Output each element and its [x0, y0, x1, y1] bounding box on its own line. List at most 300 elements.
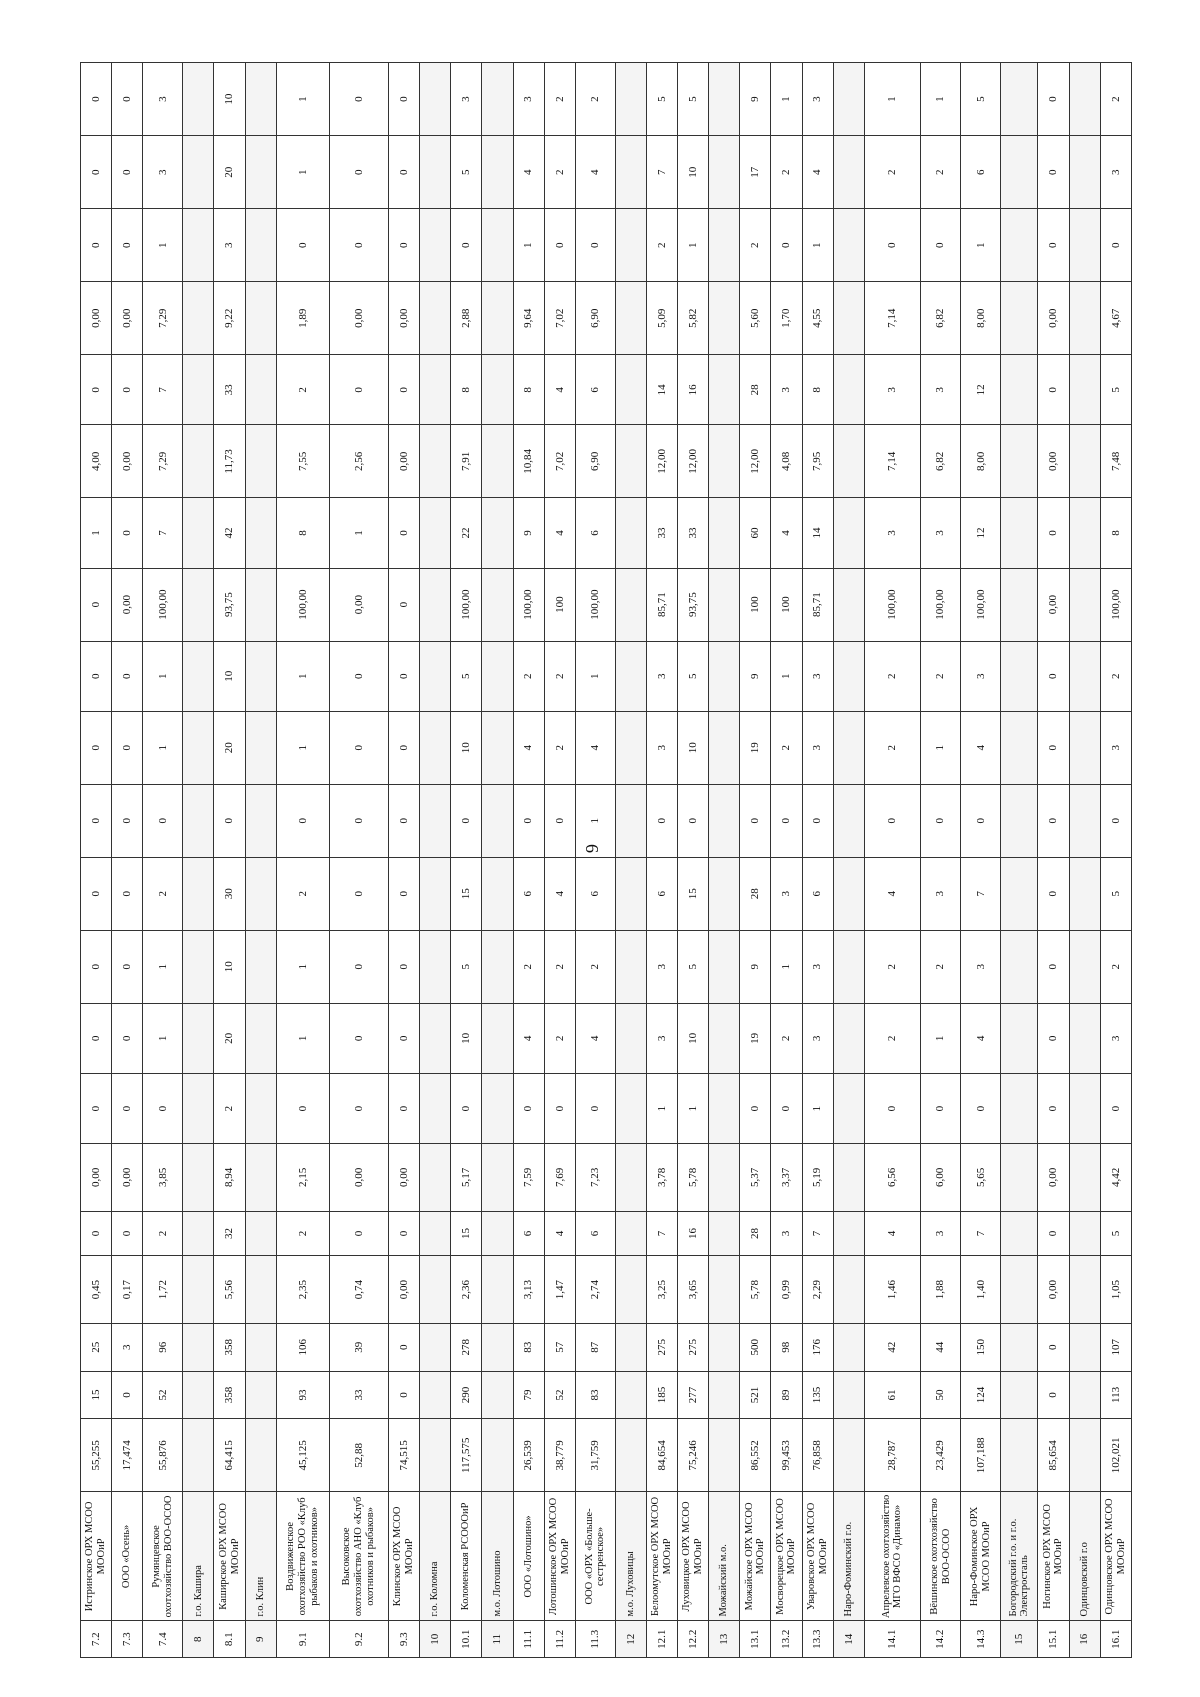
- table-cell: 0: [389, 930, 420, 1003]
- table-cell: 0: [389, 355, 420, 425]
- table-cell: [709, 136, 740, 209]
- table-cell: 17: [740, 136, 771, 209]
- table-cell: 100,00: [143, 568, 183, 641]
- table-cell: 0,00: [1038, 568, 1069, 641]
- table-cell: 0: [389, 641, 420, 711]
- table-row: [961, 63, 1001, 1658]
- organization-name: ООО «Лотошино»: [513, 1492, 544, 1621]
- table-cell: 5,09: [647, 282, 678, 355]
- table-cell: [420, 425, 451, 498]
- table-cell: 0,00: [389, 425, 420, 498]
- organization-name: м.о. Лотошино: [482, 1492, 513, 1621]
- table-cell: [709, 209, 740, 282]
- table-cell: 2: [513, 641, 544, 711]
- table-cell: 4,08: [771, 425, 802, 498]
- table-cell: 98: [771, 1323, 802, 1371]
- table-cell: [245, 711, 276, 784]
- table-cell: 0: [1038, 711, 1069, 784]
- table-cell: 0: [575, 1073, 615, 1143]
- table-cell: 4: [575, 1003, 615, 1073]
- table-cell: 0: [329, 1211, 388, 1256]
- table-cell: [615, 711, 646, 784]
- table-cell: 3,78: [647, 1144, 678, 1211]
- table-cell: [615, 568, 646, 641]
- row-number: 14.3: [961, 1621, 1001, 1658]
- table-cell: 5: [1100, 857, 1131, 930]
- organization-name: Ногинское ОРХ МСОО МООиР: [1038, 1492, 1069, 1621]
- table-cell: [420, 1144, 451, 1211]
- table-cell: [1069, 857, 1100, 930]
- table-cell: 0: [544, 209, 575, 282]
- table-cell: 8: [451, 355, 482, 425]
- table-cell: 0: [389, 568, 420, 641]
- table-cell: 3: [864, 355, 920, 425]
- table-cell: 0,00: [329, 282, 388, 355]
- table-cell: 0: [920, 1073, 960, 1143]
- organization-name: Одинцовский г.о: [1069, 1492, 1100, 1621]
- table-cell: 2,36: [451, 1256, 482, 1323]
- table-cell: 2,15: [276, 1144, 329, 1211]
- table-cell: 5: [1100, 355, 1131, 425]
- table-row: [920, 63, 960, 1658]
- table-cell: [1001, 784, 1038, 857]
- table-cell: [1001, 641, 1038, 711]
- table-cell: 0: [112, 1073, 143, 1143]
- table-cell: 106: [276, 1323, 329, 1371]
- row-number: 14.2: [920, 1621, 960, 1658]
- table-cell: 11,73: [214, 425, 245, 498]
- table-cell: 107: [1100, 1323, 1131, 1371]
- table-cell: [245, 857, 276, 930]
- table-cell: [709, 63, 740, 136]
- table-cell: 5: [1100, 1211, 1131, 1256]
- row-number: 11.3: [575, 1621, 615, 1658]
- table-cell: 5,56: [214, 1256, 245, 1323]
- table-cell: 15: [678, 857, 709, 930]
- district-row: [833, 63, 864, 1658]
- table-cell: [482, 930, 513, 1003]
- table-cell: 39: [329, 1323, 388, 1371]
- table-cell: 9,64: [513, 282, 544, 355]
- table-cell: 5,82: [678, 282, 709, 355]
- table-cell: 0: [112, 136, 143, 209]
- table-cell: 3: [864, 498, 920, 568]
- row-number: 11: [482, 1621, 513, 1658]
- table-cell: 6,90: [575, 282, 615, 355]
- table-row: [802, 63, 833, 1658]
- table-cell: [420, 1073, 451, 1143]
- table-row: [451, 63, 482, 1658]
- table-cell: [482, 63, 513, 136]
- table-cell: [1001, 355, 1038, 425]
- table-cell: 10: [214, 930, 245, 1003]
- table-cell: 33: [329, 1371, 388, 1419]
- table-cell: 5: [678, 63, 709, 136]
- table-cell: [1069, 1144, 1100, 1211]
- table-cell: 23,429: [920, 1419, 960, 1492]
- table-cell: 135: [802, 1371, 833, 1419]
- table-cell: 102,021: [1100, 1419, 1131, 1492]
- table-cell: 2,35: [276, 1256, 329, 1323]
- table-cell: [615, 63, 646, 136]
- table-cell: 55,255: [81, 1419, 112, 1492]
- table-cell: 0: [329, 355, 388, 425]
- table-cell: 1: [143, 1003, 183, 1073]
- table-cell: 0: [389, 1323, 420, 1371]
- table-cell: 15: [451, 1211, 482, 1256]
- table-cell: 0: [276, 784, 329, 857]
- table-cell: [245, 1256, 276, 1323]
- table-row: [81, 63, 112, 1658]
- table-cell: 0: [1038, 209, 1069, 282]
- table-cell: 0: [920, 209, 960, 282]
- row-number: 9: [245, 1621, 276, 1658]
- organization-name: Богородский г.о. и г.о. Электросталь: [1001, 1492, 1038, 1621]
- table-row: [389, 63, 420, 1658]
- table-cell: 9,22: [214, 282, 245, 355]
- table-cell: 7: [143, 355, 183, 425]
- table-cell: 0: [81, 63, 112, 136]
- table-row: [513, 63, 544, 1658]
- table-cell: 30: [214, 857, 245, 930]
- table-cell: 4: [544, 355, 575, 425]
- table-cell: [1069, 711, 1100, 784]
- table-cell: 0: [389, 136, 420, 209]
- table-cell: 2: [771, 1003, 802, 1073]
- table-cell: [1001, 857, 1038, 930]
- row-number: 7.4: [143, 1621, 183, 1658]
- table-cell: [615, 1073, 646, 1143]
- table-cell: 2: [740, 209, 771, 282]
- table-cell: 290: [451, 1371, 482, 1419]
- table-cell: 3,25: [647, 1256, 678, 1323]
- table-cell: [833, 930, 864, 1003]
- table-cell: 0: [389, 209, 420, 282]
- table-cell: 5,65: [961, 1144, 1001, 1211]
- table-row: [771, 63, 802, 1658]
- table-row: [276, 63, 329, 1658]
- table-cell: 3: [112, 1323, 143, 1371]
- table-cell: 0: [1038, 1211, 1069, 1256]
- table-cell: [1001, 282, 1038, 355]
- table-cell: 33: [647, 498, 678, 568]
- table-cell: 0: [451, 209, 482, 282]
- table-cell: 2: [214, 1073, 245, 1143]
- table-cell: 0: [513, 784, 544, 857]
- table-cell: [833, 425, 864, 498]
- table-cell: 7,55: [276, 425, 329, 498]
- table-cell: 0: [544, 1073, 575, 1143]
- table-cell: 0: [1038, 1003, 1069, 1073]
- table-cell: 0: [1038, 1323, 1069, 1371]
- table-cell: 3: [143, 63, 183, 136]
- table-cell: [482, 1211, 513, 1256]
- table-cell: 3: [771, 355, 802, 425]
- organization-name: м.о. Луховицы: [615, 1492, 646, 1621]
- table-cell: 0: [329, 1073, 388, 1143]
- table-cell: 0: [112, 1371, 143, 1419]
- table-cell: 2: [575, 930, 615, 1003]
- table-cell: 60: [740, 498, 771, 568]
- table-cell: 7,48: [1100, 425, 1131, 498]
- table-cell: [833, 1323, 864, 1371]
- table-cell: [245, 498, 276, 568]
- table-cell: [615, 282, 646, 355]
- table-cell: [482, 1144, 513, 1211]
- organization-name: Наро-Фоминское ОРХ МСОО МООиР: [961, 1492, 1001, 1621]
- table-cell: 100,00: [961, 568, 1001, 641]
- table-cell: [615, 1003, 646, 1073]
- table-cell: 9: [740, 930, 771, 1003]
- table-cell: 1: [276, 1003, 329, 1073]
- table-cell: 3: [802, 711, 833, 784]
- organization-name: Луховицкое ОРХ МСОО МООиР: [678, 1492, 709, 1621]
- table-cell: [1001, 1073, 1038, 1143]
- table-cell: [833, 136, 864, 209]
- organization-name: Можайское ОРХ МСОО МООиР: [740, 1492, 771, 1621]
- table-cell: 3,85: [143, 1144, 183, 1211]
- rotated-table-container: [80, 62, 1132, 1658]
- table-cell: 1: [771, 930, 802, 1003]
- table-cell: [183, 784, 214, 857]
- table-cell: [833, 1371, 864, 1419]
- row-number: 8: [183, 1621, 214, 1658]
- row-number: 16.1: [1100, 1621, 1131, 1658]
- table-cell: 8,94: [214, 1144, 245, 1211]
- table-cell: 2: [544, 136, 575, 209]
- table-cell: 0,00: [112, 425, 143, 498]
- table-cell: 1,70: [771, 282, 802, 355]
- table-cell: 1,72: [143, 1256, 183, 1323]
- table-cell: 100: [740, 568, 771, 641]
- table-cell: 358: [214, 1323, 245, 1371]
- table-cell: 28: [740, 1211, 771, 1256]
- table-cell: [709, 498, 740, 568]
- table-cell: 10: [214, 63, 245, 136]
- table-cell: 0: [1100, 1073, 1131, 1143]
- table-cell: [420, 641, 451, 711]
- table-cell: 12: [961, 355, 1001, 425]
- table-cell: 0: [1038, 355, 1069, 425]
- table-cell: 278: [451, 1323, 482, 1371]
- table-cell: 2: [513, 930, 544, 1003]
- table-cell: [420, 1003, 451, 1073]
- organization-name: Уваровское ОРХ МСОО МООиР: [802, 1492, 833, 1621]
- table-cell: 1: [575, 784, 615, 857]
- row-number: 12: [615, 1621, 646, 1658]
- table-cell: [420, 282, 451, 355]
- table-cell: 0: [1100, 209, 1131, 282]
- table-cell: [709, 568, 740, 641]
- table-cell: [420, 1211, 451, 1256]
- table-cell: 7,29: [143, 425, 183, 498]
- table-cell: 0: [1038, 498, 1069, 568]
- table-cell: 1: [143, 930, 183, 1003]
- table-cell: 4,67: [1100, 282, 1131, 355]
- table-cell: 1: [276, 136, 329, 209]
- table-cell: 185: [647, 1371, 678, 1419]
- table-cell: 0: [864, 1073, 920, 1143]
- table-cell: [709, 355, 740, 425]
- table-cell: [615, 136, 646, 209]
- table-cell: 7,02: [544, 282, 575, 355]
- table-cell: [245, 1211, 276, 1256]
- table-cell: 5: [451, 136, 482, 209]
- table-cell: 33: [214, 355, 245, 425]
- table-cell: 0: [740, 784, 771, 857]
- table-cell: [183, 282, 214, 355]
- table-cell: [482, 425, 513, 498]
- organization-name: Апрелевское охотхозяйство МГО ВФСО «Динамо»: [864, 1492, 920, 1621]
- table-cell: [420, 1371, 451, 1419]
- table-cell: 4: [864, 857, 920, 930]
- table-cell: 0: [802, 784, 833, 857]
- table-cell: 2: [276, 1211, 329, 1256]
- table-cell: 0,00: [1038, 1256, 1069, 1323]
- table-cell: 20: [214, 136, 245, 209]
- table-cell: 2: [647, 209, 678, 282]
- table-cell: 2: [575, 63, 615, 136]
- table-cell: 0: [389, 1371, 420, 1419]
- row-number: 11.2: [544, 1621, 575, 1658]
- table-cell: 0: [771, 784, 802, 857]
- table-cell: [833, 1211, 864, 1256]
- table-cell: 6,82: [920, 282, 960, 355]
- table-cell: 1: [802, 1073, 833, 1143]
- table-cell: 2: [864, 1003, 920, 1073]
- table-cell: 87: [575, 1323, 615, 1371]
- table-cell: [245, 1323, 276, 1371]
- table-cell: 5: [647, 63, 678, 136]
- table-cell: [482, 711, 513, 784]
- table-cell: 5,60: [740, 282, 771, 355]
- table-cell: 1: [771, 641, 802, 711]
- table-cell: [482, 857, 513, 930]
- table-cell: [709, 1256, 740, 1323]
- table-cell: 5: [451, 641, 482, 711]
- table-cell: [833, 711, 864, 784]
- table-cell: [1069, 1419, 1100, 1492]
- table-cell: 75,246: [678, 1419, 709, 1492]
- table-cell: [482, 1323, 513, 1371]
- table-cell: 117,575: [451, 1419, 482, 1492]
- table-cell: 0,00: [81, 282, 112, 355]
- table-cell: [615, 1371, 646, 1419]
- table-cell: 0: [329, 641, 388, 711]
- table-cell: [709, 1323, 740, 1371]
- table-cell: 83: [575, 1371, 615, 1419]
- row-number: 13: [709, 1621, 740, 1658]
- table-cell: 8: [513, 355, 544, 425]
- table-cell: 0: [389, 857, 420, 930]
- table-cell: [1069, 930, 1100, 1003]
- table-cell: 100,00: [451, 568, 482, 641]
- table-cell: 3: [1100, 136, 1131, 209]
- table-cell: 52,88: [329, 1419, 388, 1492]
- table-cell: [709, 1371, 740, 1419]
- table-cell: [1069, 282, 1100, 355]
- table-cell: 79: [513, 1371, 544, 1419]
- table-cell: 275: [678, 1323, 709, 1371]
- table-cell: 1,47: [544, 1256, 575, 1323]
- table-cell: [615, 641, 646, 711]
- organization-name: Белоомутское ОРХ МСОО МООиР: [647, 1492, 678, 1621]
- table-row: [112, 63, 143, 1658]
- table-cell: [245, 136, 276, 209]
- table-cell: 0: [112, 784, 143, 857]
- table-cell: 0: [1038, 136, 1069, 209]
- table-cell: [709, 1003, 740, 1073]
- table-cell: 20: [214, 711, 245, 784]
- table-cell: [183, 711, 214, 784]
- table-cell: [183, 1073, 214, 1143]
- district-row: [420, 63, 451, 1658]
- table-cell: [833, 355, 864, 425]
- table-cell: 100,00: [920, 568, 960, 641]
- table-cell: 2: [544, 1003, 575, 1073]
- table-cell: 2: [544, 711, 575, 784]
- row-number: 13.3: [802, 1621, 833, 1658]
- table-cell: 0: [389, 1003, 420, 1073]
- table-cell: [709, 1073, 740, 1143]
- row-number: 15: [1001, 1621, 1038, 1658]
- table-cell: [709, 1419, 740, 1492]
- table-cell: [833, 784, 864, 857]
- table-cell: 6,00: [920, 1144, 960, 1211]
- table-cell: 3: [771, 1211, 802, 1256]
- table-cell: 0: [513, 1073, 544, 1143]
- table-cell: [245, 930, 276, 1003]
- table-cell: 0: [1038, 641, 1069, 711]
- table-cell: 4: [544, 1211, 575, 1256]
- table-cell: 0: [329, 857, 388, 930]
- table-cell: 1,88: [920, 1256, 960, 1323]
- table-cell: 44: [920, 1323, 960, 1371]
- table-cell: 5: [961, 63, 1001, 136]
- table-cell: 0,00: [329, 1144, 388, 1211]
- table-cell: 31,759: [575, 1419, 615, 1492]
- table-cell: 1: [143, 209, 183, 282]
- table-cell: [482, 1003, 513, 1073]
- table-cell: [183, 930, 214, 1003]
- table-cell: 0: [214, 784, 245, 857]
- table-cell: 28,787: [864, 1419, 920, 1492]
- table-cell: 15: [81, 1371, 112, 1419]
- table-cell: 3: [513, 63, 544, 136]
- table-cell: [482, 784, 513, 857]
- table-cell: 6: [802, 857, 833, 930]
- table-cell: 76,858: [802, 1419, 833, 1492]
- table-cell: 19: [740, 1003, 771, 1073]
- table-cell: 0: [1038, 1073, 1069, 1143]
- table-cell: 3: [961, 641, 1001, 711]
- table-cell: [183, 1371, 214, 1419]
- organization-name: г.о. Клин: [245, 1492, 276, 1621]
- table-cell: 8,00: [961, 282, 1001, 355]
- table-cell: 61: [864, 1371, 920, 1419]
- table-cell: 0: [81, 209, 112, 282]
- table-cell: 2,88: [451, 282, 482, 355]
- table-cell: [1001, 1323, 1038, 1371]
- table-cell: 22: [451, 498, 482, 568]
- table-cell: [420, 1256, 451, 1323]
- table-cell: 4: [961, 711, 1001, 784]
- table-cell: 6: [961, 136, 1001, 209]
- table-cell: 3,37: [771, 1144, 802, 1211]
- table-cell: 26,539: [513, 1419, 544, 1492]
- table-cell: 1: [81, 498, 112, 568]
- page-number: 6: [582, 844, 602, 853]
